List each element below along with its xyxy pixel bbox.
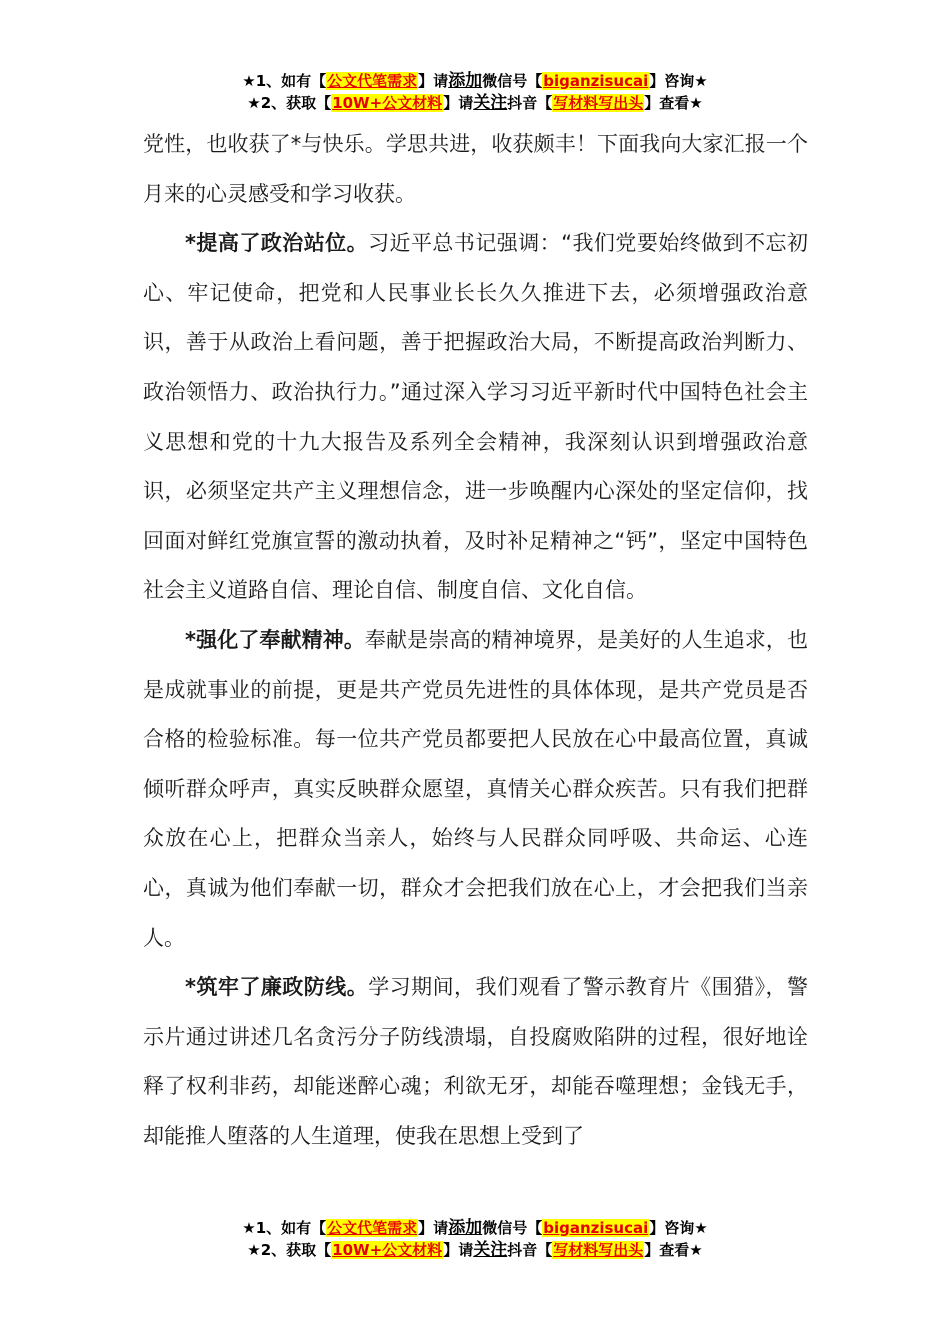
banner-text: 】请 xyxy=(443,1241,474,1259)
paragraph-political-stance xyxy=(143,219,808,616)
paragraph-heading: *筑牢了廉政防线。 xyxy=(185,975,369,1000)
banner-text: 】咨询★ xyxy=(649,1219,708,1237)
paragraph-heading: *提高了政治站位。 xyxy=(185,231,369,256)
banner-text: 】查看★ xyxy=(644,94,703,112)
banner-highlight-douyin: 写材料写出头 xyxy=(553,1241,644,1259)
banner-text: 】咨询★ xyxy=(649,72,708,90)
banner-text: 抖音【 xyxy=(507,1241,553,1259)
paragraph-integrity xyxy=(143,963,808,1161)
banner-highlight-douyin: 写材料写出头 xyxy=(553,94,644,112)
banner-emphasis: 添加 xyxy=(448,1218,483,1238)
banner-text: 】请 xyxy=(418,1219,449,1237)
paragraph-text: 奉献是崇高的精神境界，是美好的人生追求，也是成就事业的前提，更是共产党员先进性的具体体现，是共产党员是否合格的检验标准。每一位共产党员都要把人民放在心中最高位置，真诚倾听群众呼声，真实反映群众愿望，真情关心群众疾苦。只有我们把群众放在心上，把群众当亲人，始终与人民群众同呼吸、共命运、心连心，真诚为他们奉献一切，群众才会把我们放在心上，才会把我们当亲人。 xyxy=(143,627,808,950)
banner-text: 】查看★ xyxy=(644,1241,703,1259)
banner-text: 】请 xyxy=(443,94,474,112)
banner-text: ★1、如有【 xyxy=(242,1219,327,1237)
paragraph-intro: 党性，也收获了*与快乐。学思共进，收获颇丰！下面我向大家汇报一个月来的心灵感受和学习收获。 xyxy=(143,132,808,206)
banner-highlight: 公文代笔需求 xyxy=(327,1219,418,1237)
paragraph-heading: *强化了奉献精神。 xyxy=(185,627,365,652)
banner-emphasis: 关注 xyxy=(473,1240,508,1260)
banner-text: 】请 xyxy=(418,72,449,90)
banner-text: ★2、获取【 xyxy=(247,1241,332,1259)
banner-line-2 xyxy=(0,92,950,114)
banner-highlight-wechat-id: biganzisucai xyxy=(543,1219,649,1237)
banner-highlight: 10W+公文材料 xyxy=(332,1241,443,1259)
paragraph-text: 习近平总书记强调：“我们党要始终做到不忘初心、牢记使命，把党和人民事业长长久久推进下去，必须增强政治意识，善于从政治上看问题，善于把握政治大局，不断提高政治判断力、政治领悟力、政治执行力。”通过深入学习习近平新时代中国特色社会主义思想和党的十九大报告及系列全会精神，我深刻认识到增强政治意识，必须坚定共产主义理想信念，进一步唤醒内心深处的坚定信仰，找回面对鲜红党旗宣誓的激动执着，及时补足精神之“钙”，坚定中国特色社会主义道路自信、理论自信、制度自信、文化自信。 xyxy=(143,231,808,603)
banner-text: 微信号【 xyxy=(482,72,543,90)
banner-text: 抖音【 xyxy=(507,94,553,112)
banner-text: ★1、如有【 xyxy=(242,72,327,90)
document-body xyxy=(143,120,808,1161)
banner-emphasis: 添加 xyxy=(448,71,483,91)
banner-highlight-wechat-id: biganzisucai xyxy=(543,72,649,90)
banner-line-2 xyxy=(0,1239,950,1261)
banner-highlight: 公文代笔需求 xyxy=(327,72,418,90)
banner-text: 微信号【 xyxy=(482,1219,543,1237)
banner-line-1 xyxy=(0,70,950,92)
paragraph-dedication xyxy=(143,616,808,963)
banner-text: ★2、获取【 xyxy=(247,94,332,112)
banner-line-1 xyxy=(0,1217,950,1239)
banner-emphasis: 关注 xyxy=(473,93,508,113)
footer-banner xyxy=(0,1217,950,1261)
header-banner xyxy=(0,70,950,114)
banner-highlight: 10W+公文材料 xyxy=(332,94,443,112)
paragraph-text: 学习期间，我们观看了警示教育片《围猎》，警示片通过讲述几名贪污分子防线溃塌，自投腐败陷阱的过程，很好地诠释了权利非药，却能迷醉心魂；利欲无牙，却能吞噬理想；金钱无手，却能推人堕落的人生道理，使我在思想上受到了 xyxy=(143,975,809,1148)
